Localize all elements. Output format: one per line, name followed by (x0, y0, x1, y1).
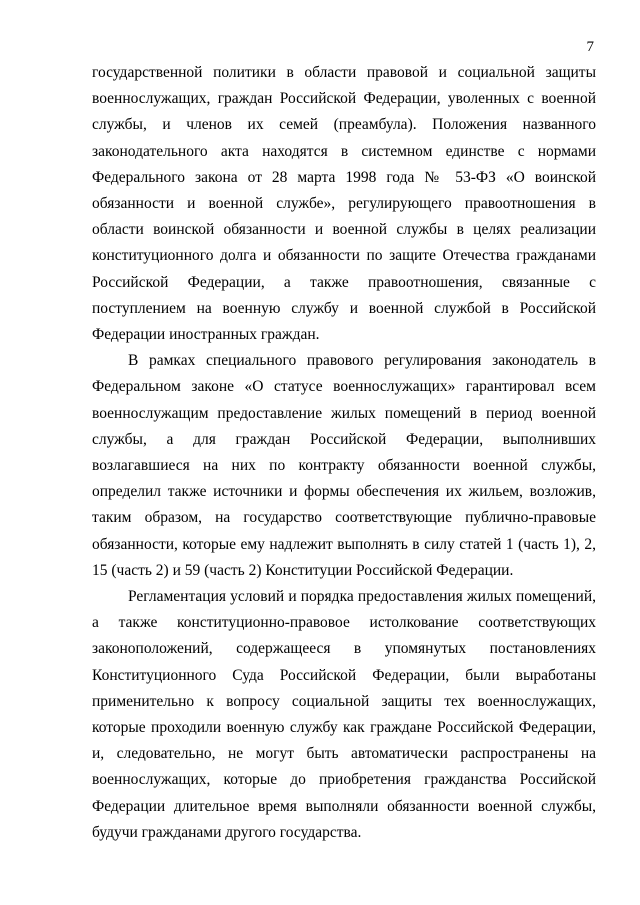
document-body (92, 60, 596, 846)
paragraph-3: Регламентация условий и порядка предоставления жилых помещений, а также конституционно-правовое истолкование соответствующих законоположений, содержащееся в упомянутых постановлениях Конституционного Суда Российской Федерации, были выработаны применительно к вопросу социальной защиты тех военнослужащих, которые проходили военную службу как граждане Российской Федерации, и, следовательно, не могут быть автоматически распространены на военнослужащих, которые до приобретения гражданства Российской Федерации длительное время выполняли обязанности военной службы, будучи гражданами другого государства. (92, 588, 596, 841)
paragraph-1: государственной политики в области правовой и социальной защиты военнослужащих, граждан Российской Федерации, уволенных с военной службы, и членов их семей (преамбула). Положения названного законодательного акта находятся в системном единстве с нормами Федерального закона от 28 марта 1998 года № 53-ФЗ «О воинской обязанности и военной службе», регулирующего правоотношения в области воинской обязанности и военной службы в целях реализации конституционного долга и обязанности по защите Отечества гражданами Российской Федерации, а также правоотношения, связанные с поступлением на военную службу и военной службой в Российской Федерации иностранных граждан. (92, 64, 596, 344)
page-number: 7 (586, 39, 594, 55)
paragraph-2: В рамках специального правового регулирования законодатель в Федеральном законе «О статусе военнослужащих» гарантировал всем военнослужащим предоставление жилых помещений в период военной службы, а для граждан Российской Федерации, выполнивших возлагавшиеся на них по контракту обязанности военной службы, определил также источники и формы обеспечения их жильем, возложив, таким образом, на государство соответствующие публично-правовые обязанности, которые ему надлежит выполнять в силу статей 1 (часть 1), 2, 15 (часть 2) и 59 (часть 2) Конституции Российской Федерации. (92, 352, 596, 579)
